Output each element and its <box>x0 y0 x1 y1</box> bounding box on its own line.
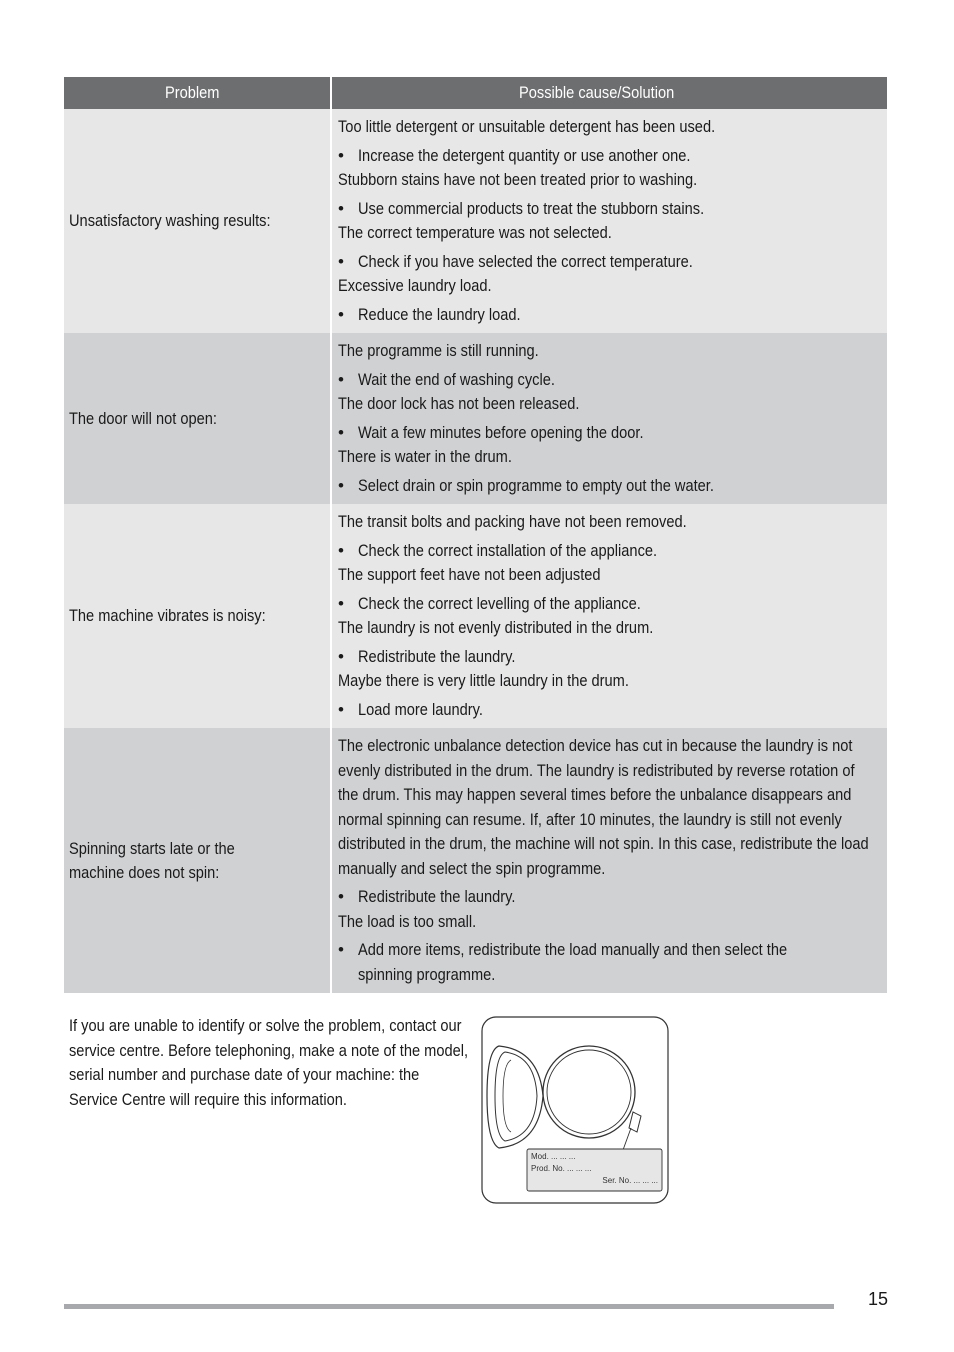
solution-text: Select drain or spin programme to empty out the water. <box>358 475 714 495</box>
header-solution: Possible cause/Solution <box>332 77 887 109</box>
cause-text: The support feet have not been adjusted <box>338 565 601 584</box>
bullet-icon: • <box>338 145 344 165</box>
cause-text: Maybe there is very little laundry in the drum. <box>338 671 629 690</box>
plate-prod: Prod. No. ... ... ... <box>531 1164 592 1173</box>
bullet-icon: • <box>338 593 344 613</box>
cause-text: Excessive laundry load. <box>338 276 492 295</box>
plate-ser: Ser. No. ... ... ... <box>602 1176 658 1185</box>
page-number: 15 <box>868 1289 889 1309</box>
rating-plate <box>527 1149 662 1191</box>
bullet-icon: • <box>338 699 344 719</box>
bullet-icon: • <box>338 198 344 218</box>
solution-text: Check if you have selected the correct temperature. <box>358 251 693 271</box>
cause-text: The door lock has not been released. <box>338 394 580 413</box>
solution-text: Wait a few minutes before opening the door. <box>358 422 644 442</box>
solution-text: Redistribute the laundry. <box>358 887 516 906</box>
solution-cell <box>332 333 887 504</box>
solution-cell <box>332 728 887 993</box>
solution-text: Add more items, redistribute the load manually and then select the spinning programme. <box>358 940 788 984</box>
footer-divider <box>64 1304 834 1309</box>
solution-cell <box>332 109 887 333</box>
solution-text: Check the correct levelling of the appliance. <box>358 593 641 613</box>
bullet-icon: • <box>338 369 344 389</box>
cause-text: The laundry is not evenly distributed in the drum. <box>338 618 654 637</box>
cause-text: The correct temperature was not selected. <box>338 223 612 242</box>
solution-text: Redistribute the laundry. <box>358 646 516 666</box>
bullet-icon: • <box>338 475 344 495</box>
solution-text: Increase the detergent quantity or use another one. <box>358 145 691 165</box>
service-note: If you are unable to identify or solve the problem, contact our service centre. Before telephoning, make a note of the model, serial number and purchase date of your machine: the Service Centre will require this information. <box>69 1016 469 1109</box>
bullet-icon: • <box>338 940 344 959</box>
table-header <box>64 77 887 109</box>
problem-cell: Spinning starts late or the machine does not spin: <box>64 728 330 993</box>
solution-text: Use commercial products to treat the stubborn stains. <box>358 198 705 218</box>
problem-cell: The door will not open: <box>64 333 330 504</box>
solution-text: Load more laundry. <box>358 699 483 719</box>
table-row <box>64 333 887 504</box>
plate-mod: Mod. ... ... ... <box>531 1152 576 1161</box>
bullet-icon: • <box>338 887 344 906</box>
cause-text: The load is too small. <box>338 911 477 931</box>
cause-text: Stubborn stains have not been treated prior to washing. <box>338 170 698 189</box>
cause-text: The electronic unbalance detection device has cut in because the laundry is not evenly distributed in the drum. The laundry is redistributed by reverse rotation of the drum. This may happen several times before the unbalance disappears and normal spinning can resume. If, after 10 minutes, the laundry is still not evenly distributed in the drum, the machine will not spin. In this case, redistribute the load manually and select the spin programme. <box>338 736 869 878</box>
troubleshooting-table <box>64 77 887 993</box>
solution-text: Wait the end of washing cycle. <box>358 369 555 389</box>
cause-text: The transit bolts and packing have not been removed. <box>338 512 687 531</box>
cause-text: There is water in the drum. <box>338 447 512 466</box>
bullet-icon: • <box>338 540 344 560</box>
solution-cell <box>332 504 887 728</box>
table-row <box>64 728 887 993</box>
table-row <box>64 109 887 333</box>
bullet-icon: • <box>338 646 344 666</box>
cause-text: The programme is still running. <box>338 341 539 360</box>
rating-plate-illustration <box>481 1016 669 1204</box>
problem-cell: Unsatisfactory washing results: <box>64 109 330 333</box>
bullet-icon: • <box>338 251 344 271</box>
cause-text: Too little detergent or unsuitable detergent has been used. <box>338 117 716 136</box>
solution-text: Check the correct installation of the appliance. <box>358 540 658 560</box>
solution-text: Reduce the laundry load. <box>358 304 521 324</box>
table-row <box>64 504 887 728</box>
bullet-icon: • <box>338 304 344 324</box>
bullet-icon: • <box>338 422 344 442</box>
header-problem: Problem <box>64 77 330 109</box>
problem-cell: The machine vibrates is noisy: <box>64 504 330 728</box>
